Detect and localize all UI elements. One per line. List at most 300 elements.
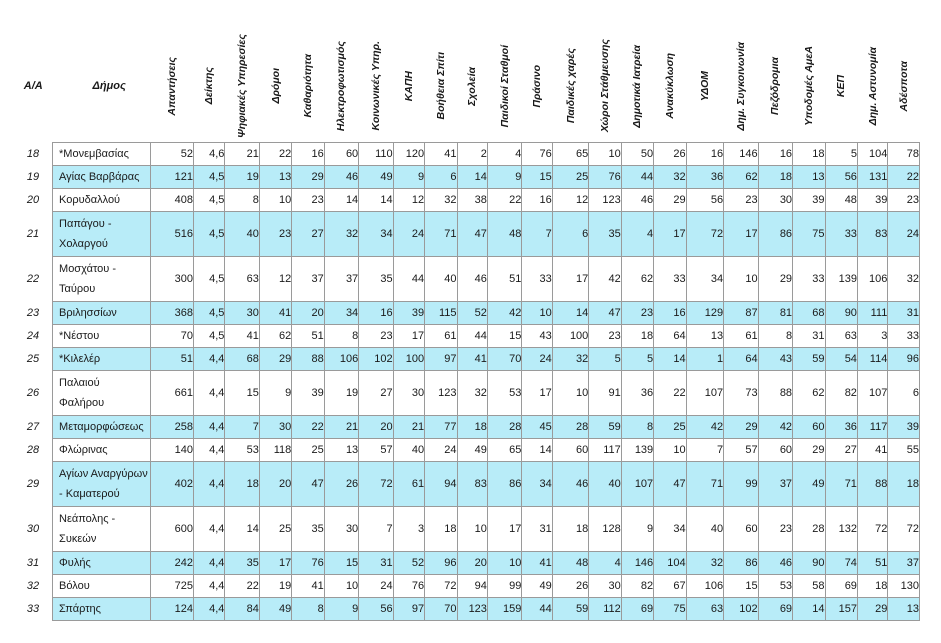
value-cell: 18: [457, 416, 487, 439]
value-cell: 41: [857, 439, 887, 462]
value-cell: 59: [793, 348, 825, 371]
table-header: [14, 30, 920, 143]
table-row: [14, 575, 920, 598]
value-cell: 82: [621, 575, 653, 598]
column-header-label: Ηλεκτροφωτισμός: [335, 40, 348, 132]
table-row: [14, 212, 920, 257]
municipality-name-line-1: Βόλου: [59, 580, 90, 592]
row-index: 26: [26, 387, 40, 399]
table-body: [14, 143, 920, 621]
value-cell: 60: [324, 143, 358, 166]
value-cell: 49: [259, 598, 291, 621]
value-cell: 4,5: [193, 257, 224, 302]
column-header-label: Πεζόδρομια: [769, 57, 782, 115]
value-cell: 96: [425, 552, 457, 575]
value-cell: 33: [888, 325, 920, 348]
value-cell: 48: [487, 212, 521, 257]
value-cell: 102: [724, 598, 758, 621]
value-cell: 661: [151, 371, 194, 416]
municipality-name-line-1: Αγίας Βαρβάρας: [59, 171, 140, 183]
value-cell: 48: [552, 552, 589, 575]
value-cell: 27: [359, 371, 393, 416]
value-cell: 131: [857, 166, 887, 189]
value-cell: 64: [654, 325, 686, 348]
value-cell: 27: [292, 212, 324, 257]
municipality-name: [53, 302, 151, 325]
column-header: [724, 30, 758, 143]
value-cell: 31: [888, 302, 920, 325]
municipality-name-line-1: Βριλησσίων: [59, 307, 117, 319]
column-header: [758, 30, 792, 143]
value-cell: 69: [758, 598, 792, 621]
value-cell: 40: [589, 462, 621, 507]
value-cell: 4,5: [193, 189, 224, 212]
value-cell: 22: [888, 166, 920, 189]
value-cell: 36: [686, 166, 724, 189]
value-cell: 123: [457, 598, 487, 621]
value-cell: 110: [359, 143, 393, 166]
value-cell: 39: [393, 302, 424, 325]
value-cell: 121: [151, 166, 194, 189]
value-cell: 61: [724, 325, 758, 348]
municipality-name: [53, 212, 151, 257]
value-cell: 72: [425, 575, 457, 598]
value-cell: 18: [758, 166, 792, 189]
column-header-label: Βοήθεια Σπίτι: [434, 52, 447, 120]
value-cell: 75: [654, 598, 686, 621]
column-header: [457, 30, 487, 143]
column-header-label: Υποδομές ΑμεΑ: [802, 46, 815, 126]
value-cell: 104: [857, 143, 887, 166]
value-cell: 368: [151, 302, 194, 325]
value-cell: 18: [621, 325, 653, 348]
value-cell: 90: [793, 552, 825, 575]
value-cell: 44: [457, 325, 487, 348]
value-cell: 71: [425, 212, 457, 257]
value-cell: 300: [151, 257, 194, 302]
value-cell: 4,4: [193, 507, 224, 552]
value-cell: 14: [793, 598, 825, 621]
municipality-name: [53, 257, 151, 302]
value-cell: 59: [552, 598, 589, 621]
column-header-label: Σχολεία: [466, 66, 479, 106]
value-cell: 25: [654, 416, 686, 439]
value-cell: 34: [522, 462, 552, 507]
value-cell: 4,4: [193, 575, 224, 598]
value-cell: 18: [552, 507, 589, 552]
value-cell: 47: [589, 302, 621, 325]
column-header: [425, 30, 457, 143]
row-index: 23: [26, 307, 40, 319]
table-row: [14, 143, 920, 166]
value-cell: 16: [359, 302, 393, 325]
row-index: 28: [26, 444, 40, 456]
value-cell: 37: [324, 257, 358, 302]
value-cell: 38: [457, 189, 487, 212]
value-cell: 72: [359, 462, 393, 507]
value-cell: 94: [425, 462, 457, 507]
value-cell: 12: [552, 189, 589, 212]
municipality-name-line-1: *Κιλελέρ: [59, 353, 101, 365]
value-cell: 33: [793, 257, 825, 302]
value-cell: 32: [552, 348, 589, 371]
value-cell: 97: [393, 598, 424, 621]
value-cell: 82: [825, 371, 857, 416]
value-cell: 37: [758, 462, 792, 507]
value-cell: 123: [425, 371, 457, 416]
table-row: [14, 462, 920, 507]
column-header: [292, 30, 324, 143]
value-cell: 23: [589, 325, 621, 348]
value-cell: 32: [686, 552, 724, 575]
municipality-name: [53, 143, 151, 166]
value-cell: 258: [151, 416, 194, 439]
value-cell: 96: [888, 348, 920, 371]
value-cell: 18: [425, 507, 457, 552]
value-cell: 26: [552, 575, 589, 598]
value-cell: 24: [888, 212, 920, 257]
value-cell: 4,6: [193, 143, 224, 166]
table-row: [14, 166, 920, 189]
value-cell: 24: [522, 348, 552, 371]
value-cell: 14: [359, 189, 393, 212]
value-cell: 37: [888, 552, 920, 575]
value-cell: 8: [621, 416, 653, 439]
value-cell: 49: [457, 439, 487, 462]
header-aa: Α/Α: [23, 80, 43, 93]
value-cell: 146: [621, 552, 653, 575]
value-cell: 39: [857, 189, 887, 212]
column-header-label: ΥΔΟΜ: [698, 70, 711, 102]
value-cell: 18: [888, 462, 920, 507]
table-row: [14, 371, 920, 416]
row-index: 31: [26, 557, 40, 569]
value-cell: 28: [793, 507, 825, 552]
value-cell: 33: [654, 257, 686, 302]
value-cell: 51: [487, 257, 521, 302]
value-cell: 60: [758, 439, 792, 462]
value-cell: 107: [686, 371, 724, 416]
column-header-label: Ανακύκλωση: [663, 53, 676, 119]
value-cell: 53: [487, 371, 521, 416]
value-cell: 9: [487, 166, 521, 189]
row-index: 20: [26, 194, 40, 206]
value-cell: 124: [151, 598, 194, 621]
value-cell: 516: [151, 212, 194, 257]
column-header-label: ΚΑΠΗ: [402, 70, 415, 102]
row-index: 32: [26, 580, 40, 592]
value-cell: 58: [793, 575, 825, 598]
value-cell: 10: [324, 575, 358, 598]
value-cell: 14: [457, 166, 487, 189]
value-cell: 3: [857, 325, 887, 348]
value-cell: 56: [359, 598, 393, 621]
value-cell: 600: [151, 507, 194, 552]
value-cell: 24: [425, 439, 457, 462]
value-cell: 1: [686, 348, 724, 371]
value-cell: 39: [292, 371, 324, 416]
value-cell: 72: [686, 212, 724, 257]
value-cell: 16: [758, 143, 792, 166]
value-cell: 40: [686, 507, 724, 552]
value-cell: 50: [621, 143, 653, 166]
column-header-label: Δείκτης: [203, 67, 216, 105]
value-cell: 18: [793, 143, 825, 166]
value-cell: 33: [825, 212, 857, 257]
value-cell: 62: [621, 257, 653, 302]
value-cell: 46: [552, 462, 589, 507]
value-cell: 52: [393, 552, 424, 575]
value-cell: 35: [359, 257, 393, 302]
value-cell: 10: [724, 257, 758, 302]
column-header-label: Αδέσποτα: [897, 60, 910, 112]
value-cell: 22: [259, 143, 291, 166]
value-cell: 8: [324, 325, 358, 348]
value-cell: 4,4: [193, 371, 224, 416]
value-cell: 34: [686, 257, 724, 302]
value-cell: 99: [724, 462, 758, 507]
value-cell: 54: [825, 348, 857, 371]
value-cell: 100: [393, 348, 424, 371]
value-cell: 21: [393, 416, 424, 439]
value-cell: 68: [225, 348, 259, 371]
value-cell: 100: [552, 325, 589, 348]
municipality-name-line-1: Μοσχάτου -: [59, 263, 116, 275]
value-cell: 32: [888, 257, 920, 302]
value-cell: 4: [487, 143, 521, 166]
value-cell: 13: [888, 598, 920, 621]
value-cell: 52: [151, 143, 194, 166]
value-cell: 10: [654, 439, 686, 462]
value-cell: 77: [425, 416, 457, 439]
value-cell: 17: [487, 507, 521, 552]
value-cell: 81: [758, 302, 792, 325]
value-cell: 4,5: [193, 212, 224, 257]
value-cell: 49: [793, 462, 825, 507]
row-index: 29: [26, 478, 40, 490]
value-cell: 106: [324, 348, 358, 371]
value-cell: 42: [487, 302, 521, 325]
value-cell: 16: [654, 302, 686, 325]
row-index: 18: [26, 148, 40, 160]
value-cell: 83: [857, 212, 887, 257]
value-cell: 37: [292, 257, 324, 302]
value-cell: 26: [654, 143, 686, 166]
value-cell: 22: [487, 189, 521, 212]
value-cell: 5: [825, 143, 857, 166]
value-cell: 106: [686, 575, 724, 598]
municipality-name-line-1: Παλαιού: [59, 377, 100, 389]
value-cell: 6: [888, 371, 920, 416]
municipality-name: [53, 507, 151, 552]
value-cell: 69: [621, 598, 653, 621]
value-cell: 14: [522, 439, 552, 462]
value-cell: 41: [292, 575, 324, 598]
value-cell: 41: [425, 143, 457, 166]
column-header: [686, 30, 724, 143]
value-cell: 42: [589, 257, 621, 302]
value-cell: 35: [225, 552, 259, 575]
value-cell: 17: [724, 212, 758, 257]
municipality-name: [53, 348, 151, 371]
column-header-label: Καθαριότητα: [302, 54, 314, 118]
value-cell: 97: [425, 348, 457, 371]
value-cell: 112: [589, 598, 621, 621]
value-cell: 7: [686, 439, 724, 462]
value-cell: 41: [522, 552, 552, 575]
value-cell: 28: [552, 416, 589, 439]
value-cell: 88: [857, 462, 887, 507]
value-cell: 42: [686, 416, 724, 439]
value-cell: 34: [359, 212, 393, 257]
municipality-name-line-1: Σπάρτης: [59, 603, 101, 615]
value-cell: 48: [825, 189, 857, 212]
row-index: 27: [26, 421, 40, 433]
municipality-name-line-1: Κορυδαλλού: [59, 194, 121, 206]
value-cell: 29: [857, 598, 887, 621]
value-cell: 35: [589, 212, 621, 257]
value-cell: 71: [825, 462, 857, 507]
value-cell: 139: [621, 439, 653, 462]
value-cell: 102: [359, 348, 393, 371]
value-cell: 73: [724, 371, 758, 416]
value-cell: 86: [487, 462, 521, 507]
value-cell: 13: [259, 166, 291, 189]
value-cell: 22: [292, 416, 324, 439]
value-cell: 16: [292, 143, 324, 166]
value-cell: 61: [425, 325, 457, 348]
value-cell: 52: [457, 302, 487, 325]
column-header: [393, 30, 424, 143]
value-cell: 15: [324, 552, 358, 575]
column-header-label: Δημ. Συγκοινωνία: [734, 41, 747, 131]
column-header: [225, 30, 259, 143]
column-header: [324, 30, 358, 143]
value-cell: 5: [621, 348, 653, 371]
value-cell: 9: [621, 507, 653, 552]
value-cell: 36: [825, 416, 857, 439]
column-header: [654, 30, 686, 143]
value-cell: 4,4: [193, 462, 224, 507]
value-cell: 4,4: [193, 598, 224, 621]
municipality-name-line-1: *Νέστου: [59, 330, 100, 342]
value-cell: 91: [589, 371, 621, 416]
value-cell: 47: [654, 462, 686, 507]
value-cell: 17: [654, 212, 686, 257]
value-cell: 44: [393, 257, 424, 302]
value-cell: 2: [457, 143, 487, 166]
value-cell: 4,5: [193, 325, 224, 348]
value-cell: 23: [359, 325, 393, 348]
value-cell: 15: [225, 371, 259, 416]
row-index: 33: [26, 603, 40, 615]
value-cell: 65: [487, 439, 521, 462]
value-cell: 6: [552, 212, 589, 257]
table-row: [14, 302, 920, 325]
value-cell: 63: [225, 257, 259, 302]
table-row: [14, 348, 920, 371]
value-cell: 20: [259, 462, 291, 507]
value-cell: 17: [522, 371, 552, 416]
row-index: 21: [26, 228, 40, 240]
municipality-name-line-2: Χολαργού: [59, 238, 108, 250]
value-cell: 56: [825, 166, 857, 189]
value-cell: 14: [552, 302, 589, 325]
municipality-name-line-2: Φαλήρου: [59, 397, 105, 409]
value-cell: 56: [686, 189, 724, 212]
value-cell: 23: [259, 212, 291, 257]
value-cell: 32: [654, 166, 686, 189]
value-cell: 106: [857, 257, 887, 302]
value-cell: 21: [225, 143, 259, 166]
value-cell: 7: [522, 212, 552, 257]
value-cell: 51: [151, 348, 194, 371]
value-cell: 36: [621, 371, 653, 416]
value-cell: 402: [151, 462, 194, 507]
column-header-label: Πράσινο: [531, 64, 544, 108]
value-cell: 128: [589, 507, 621, 552]
municipality-name-line-1: *Μονεμβασίας: [59, 148, 129, 160]
table-row: [14, 439, 920, 462]
table-row: [14, 416, 920, 439]
value-cell: 23: [621, 302, 653, 325]
value-cell: 17: [393, 325, 424, 348]
value-cell: 63: [686, 598, 724, 621]
value-cell: 107: [621, 462, 653, 507]
municipality-name: [53, 371, 151, 416]
value-cell: 4,4: [193, 348, 224, 371]
value-cell: 31: [359, 552, 393, 575]
value-cell: 29: [654, 189, 686, 212]
value-cell: 4,5: [193, 166, 224, 189]
value-cell: 28: [487, 416, 521, 439]
municipality-name-line-2: - Καματερού: [59, 488, 120, 500]
row-index: 22: [26, 273, 40, 285]
municipality-name: [53, 325, 151, 348]
column-header: [151, 30, 194, 143]
value-cell: 42: [758, 416, 792, 439]
value-cell: 24: [359, 575, 393, 598]
value-cell: 8: [292, 598, 324, 621]
value-cell: 4,5: [193, 302, 224, 325]
value-cell: 14: [324, 189, 358, 212]
municipality-name: [53, 575, 151, 598]
value-cell: 40: [393, 439, 424, 462]
value-cell: 10: [522, 302, 552, 325]
value-cell: 18: [857, 575, 887, 598]
table-row: [14, 325, 920, 348]
value-cell: 62: [793, 371, 825, 416]
municipality-name-line-1: Αγίων Αναργύρων: [59, 468, 148, 480]
value-cell: 61: [393, 462, 424, 507]
value-cell: 10: [487, 552, 521, 575]
value-cell: 35: [292, 507, 324, 552]
column-header: [522, 30, 552, 143]
column-header-label: Δημοτικά Ιατρεία: [631, 44, 644, 128]
value-cell: 139: [825, 257, 857, 302]
municipality-name: [53, 189, 151, 212]
column-header: [825, 30, 857, 143]
value-cell: 25: [292, 439, 324, 462]
column-header: [793, 30, 825, 143]
value-cell: 117: [589, 439, 621, 462]
value-cell: 29: [292, 166, 324, 189]
value-cell: 20: [292, 302, 324, 325]
column-header: [359, 30, 393, 143]
column-header: [487, 30, 521, 143]
municipality-name-line-1: Παπάγου -: [59, 218, 112, 230]
value-cell: 30: [758, 189, 792, 212]
